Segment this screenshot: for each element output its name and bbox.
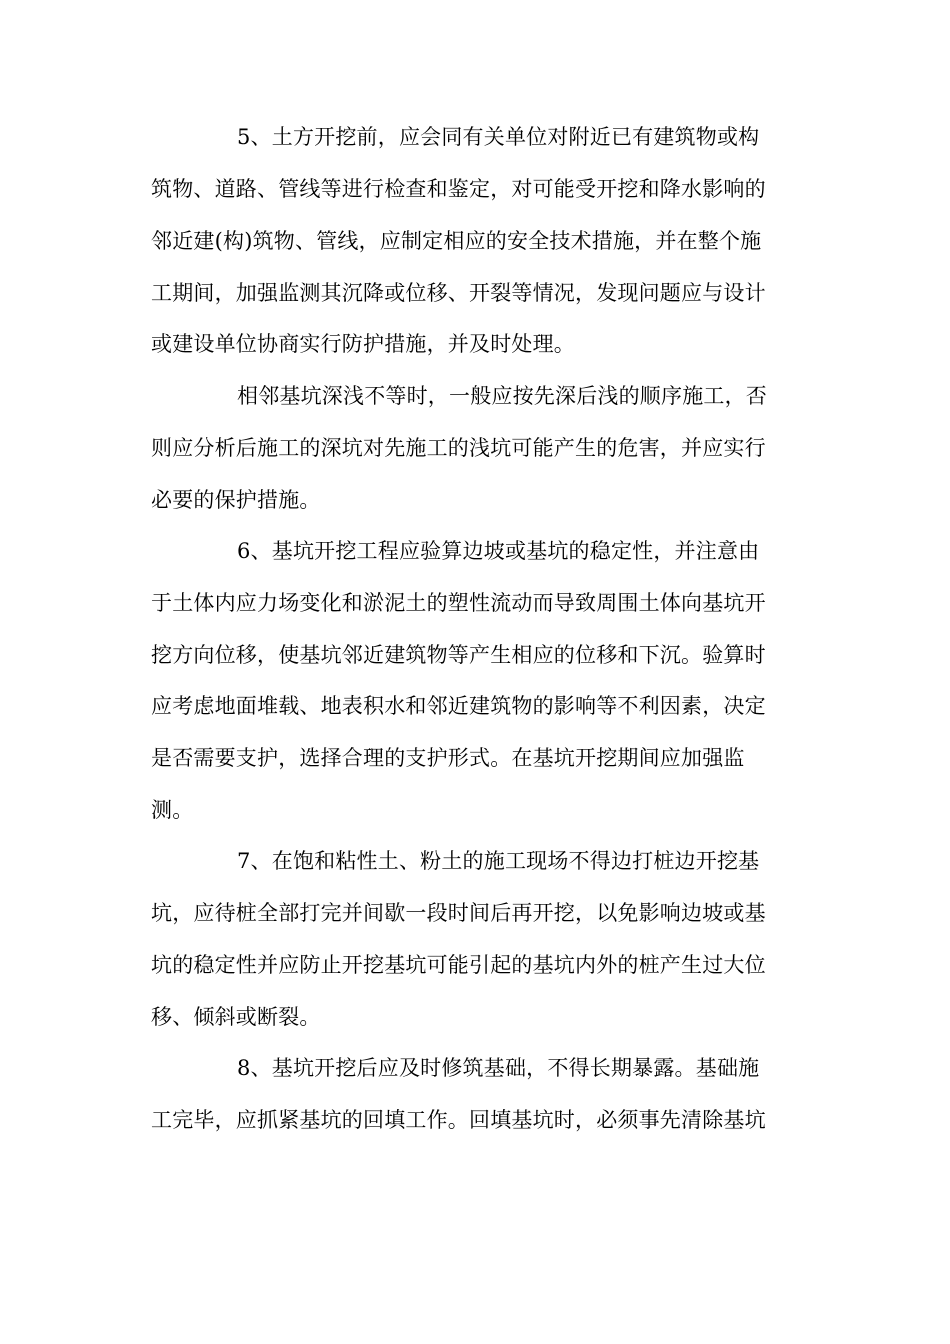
text-line: 6、基坑开挖工程应验算边坡或基坑的稳定性，并注意由 bbox=[237, 539, 760, 563]
text-line: 5、土方开挖前，应会同有关单位对附近已有建筑物或构 bbox=[237, 125, 760, 149]
text-line: 测。 bbox=[151, 798, 194, 822]
text-line: 坑的稳定性并应防止开挖基坑可能引起的基坑内外的桩产生过大位 bbox=[151, 953, 766, 977]
text-line: 于土体内应力场变化和淤泥土的塑性流动而导致周围土体向基坑开 bbox=[151, 591, 766, 615]
text-line: 坑，应待桩全部打完并间歇一段时间后再开挖，以免影响边坡或基 bbox=[151, 901, 766, 925]
text-line: 挖方向位移，使基坑邻近建筑物等产生相应的位移和下沉。验算时 bbox=[151, 643, 766, 667]
text-line: 工完毕，应抓紧基坑的回填工作。回填基坑时，必须事先清除基坑 bbox=[151, 1108, 766, 1132]
text-line: 移、倾斜或断裂。 bbox=[151, 1005, 321, 1029]
text-line: 相邻基坑深浅不等时，一般应按先深后浅的顺序施工，否 bbox=[237, 384, 767, 408]
text-line: 应考虑地面堆载、地表积水和邻近建筑物的影响等不利因素，决定 bbox=[151, 694, 766, 718]
text-line: 必要的保护措施。 bbox=[151, 488, 321, 512]
text-line: 7、在饱和粘性土、粉土的施工现场不得边打桩边开挖基 bbox=[237, 849, 760, 873]
text-line: 邻近建(构)筑物、管线，应制定相应的安全技术措施，并在整个施 bbox=[151, 229, 762, 253]
text-line: 或建设单位协商实行防护措施，并及时处理。 bbox=[151, 332, 575, 356]
text-line: 工期间，加强监测其沉降或位移、开裂等情况，发现问题应与设计 bbox=[151, 281, 766, 305]
text-line: 是否需要支护，选择合理的支护形式。在基坑开挖期间应加强监 bbox=[151, 746, 745, 770]
text-line: 则应分析后施工的深坑对先施工的浅坑可能产生的危害，并应实行 bbox=[151, 436, 766, 460]
text-line: 筑物、道路、管线等进行检查和鉴定，对可能受开挖和降水影响的 bbox=[151, 177, 766, 201]
text-line: 8、基坑开挖后应及时修筑基础，不得长期暴露。基础施 bbox=[237, 1056, 760, 1080]
